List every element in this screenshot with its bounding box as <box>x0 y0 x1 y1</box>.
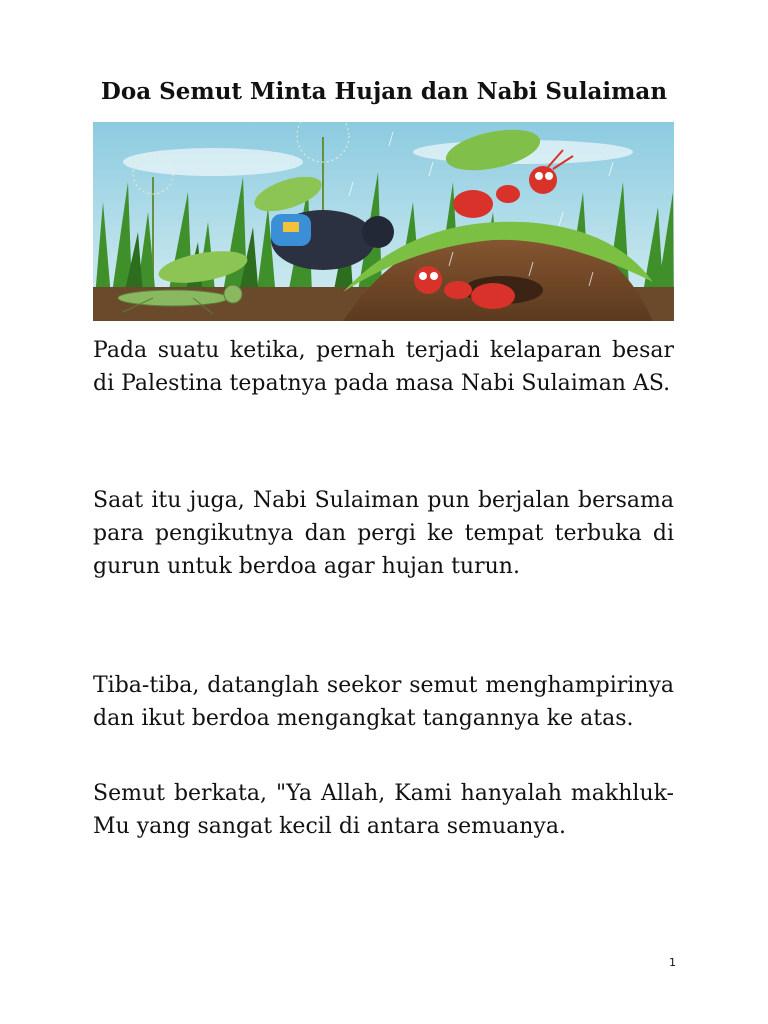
page-title: Doa Semut Minta Hujan dan Nabi Sulaiman <box>100 78 668 105</box>
illustration-svg <box>93 122 674 321</box>
paragraph-3: Tiba-tiba, datanglah seekor semut menghampirinya dan ikut berdoa mengangkat tangannya ke atas. <box>93 673 674 731</box>
paragraph-4: Semut berkata, "Ya Allah, Kami hanyalah makhluk-Mu yang sangat kecil di antara semuanya. <box>93 781 674 839</box>
cloud <box>123 148 303 176</box>
illustration-ants-in-rain <box>93 122 674 321</box>
paragraph-1: Pada suatu ketika, pernah terjadi kelaparan besar di Palestina tepatnya pada masa Nabi Sulaiman AS. <box>93 338 674 396</box>
page-number: 1 <box>669 956 676 969</box>
paragraph-2: Saat itu juga, Nabi Sulaiman pun berjalan bersama para pengikutnya dan pergi ke tempat terbuka di gurun untuk berdoa agar hujan turun. <box>93 488 674 579</box>
